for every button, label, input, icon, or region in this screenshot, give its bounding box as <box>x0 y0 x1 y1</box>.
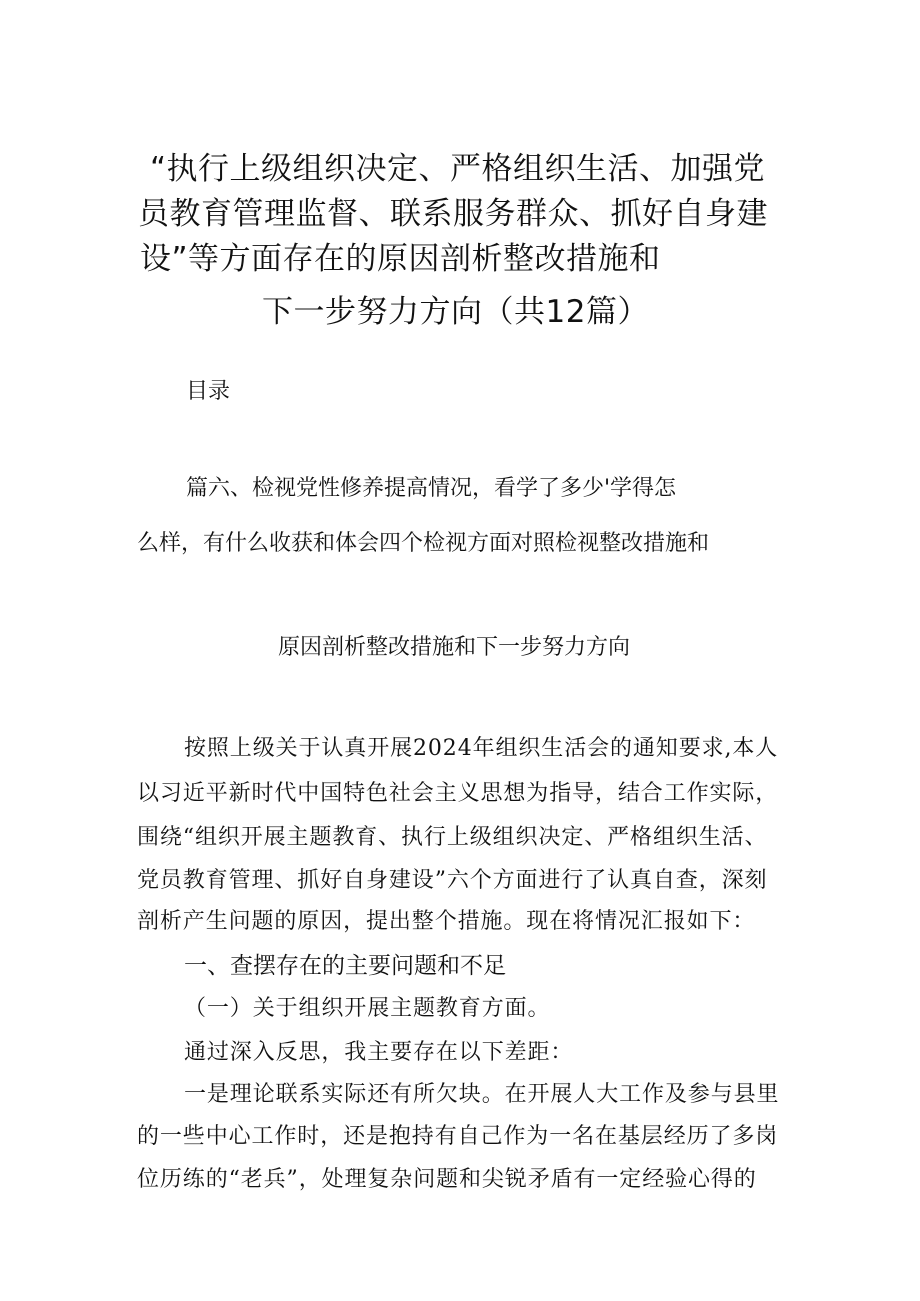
toc-entry-line-1: 篇六、检视党性修养提高情况，看学了多少'学得怎 <box>186 476 677 501</box>
section-subtitle: 原因剖析整改措施和下一步努力方向 <box>278 635 631 660</box>
title-line-1: “执行上级组织决定、严格组织生活、加强党 <box>150 151 766 187</box>
title-line-2: 员教育管理监督、联系服务群众、抓好自身建 <box>138 196 768 232</box>
point-line-3: 位历练的“老兵”，处理复杂问题和尖锐矛盾有一定经验心得的 <box>137 1167 757 1192</box>
subsection-heading: （一）关于组织开展主题教育方面。 <box>184 996 551 1021</box>
point-line-1: 一是理论联系实际还有所欠块。在开展人大工作及参与县里 <box>184 1082 780 1107</box>
intro-line-1: 按照上级关于认真开展2024年组织生活会的通知要求,本人 <box>184 736 779 761</box>
title-line-3: 设”等方面存在的原因剖析整改措施和 <box>140 241 661 277</box>
toc-entry-line-2: 么样，有什么收获和体会四个检视方面对照检视整改措施和 <box>137 531 710 556</box>
intro-line-3: 围绕“组织开展主题教育、执行上级组织决定、严格组织生活、 <box>137 825 768 850</box>
section-heading: 一、查摆存在的主要问题和不足 <box>184 953 506 979</box>
title-line-4: 下一步努力方向（共12篇） <box>262 294 649 330</box>
point-line-2: 的一些中心工作时，还是抱持有自己作为一名在基层经历了多岗 <box>137 1124 779 1149</box>
lead-sentence: 通过深入反思，我主要存在以下差距： <box>184 1040 574 1065</box>
intro-line-2: 以习近平新时代中国特色社会主义思想为指导，结合工作实际， <box>137 781 779 806</box>
toc-label: 目录 <box>186 379 231 404</box>
intro-line-4: 党员教育管理、抓好自身建设”六个方面进行了认真自查，深刻 <box>137 868 768 893</box>
intro-line-5: 剖析产生问题的原因，提出整个措施。现在将情况汇报如下： <box>137 909 756 934</box>
